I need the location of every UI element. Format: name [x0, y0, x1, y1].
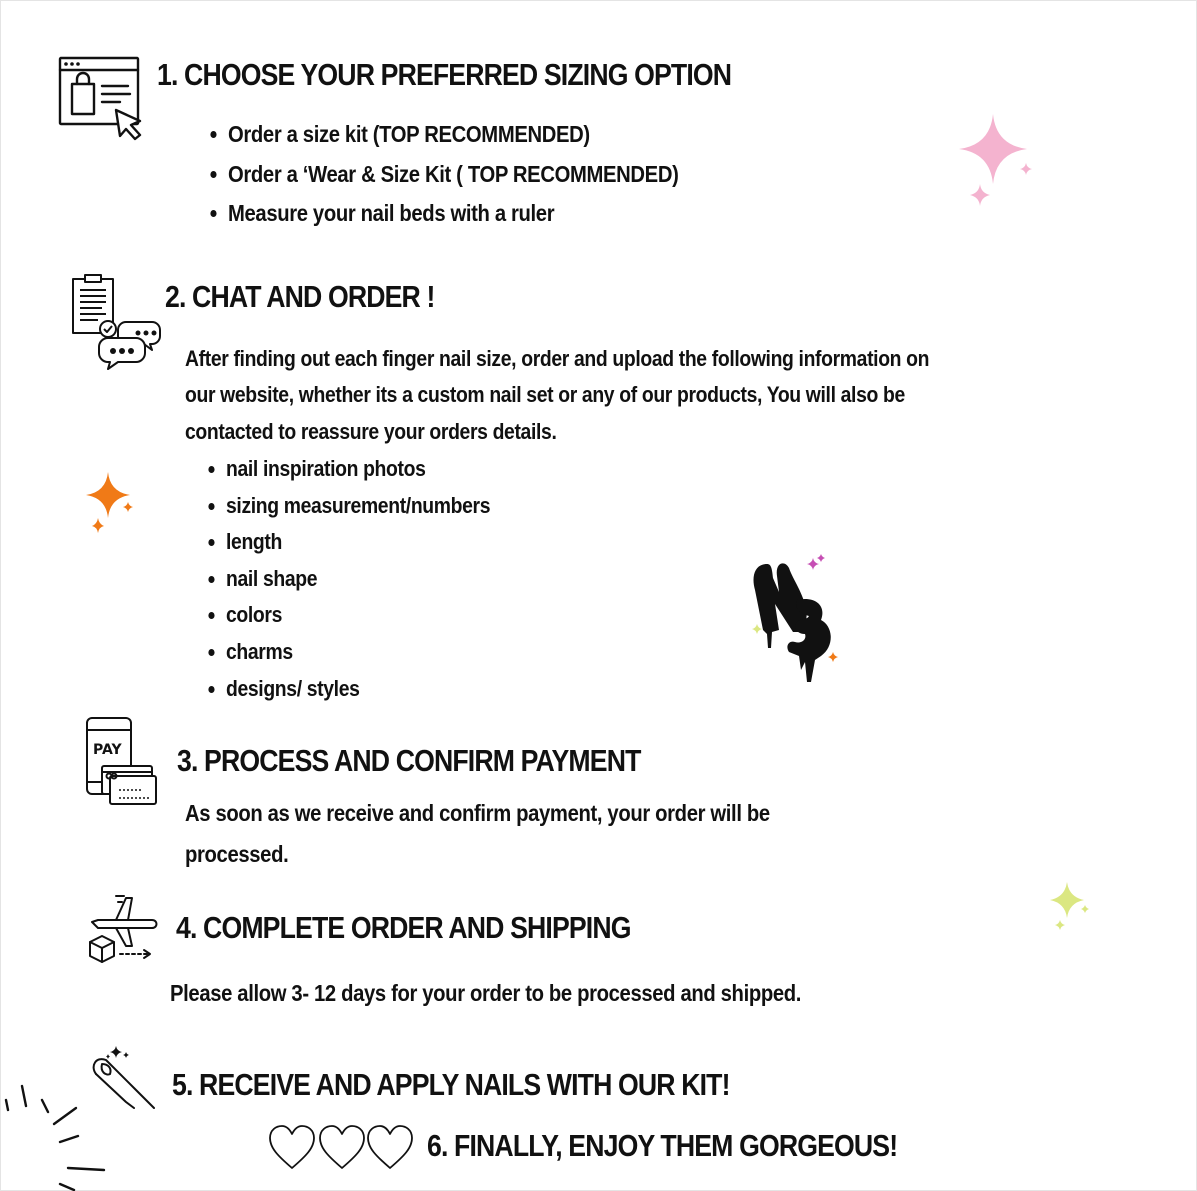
pink-sparkle-icon — [955, 112, 1035, 212]
step-2-bullet-list — [204, 451, 490, 707]
list-item: Measure your nail beds with a ruler — [206, 194, 678, 234]
list-item: colors — [204, 597, 490, 634]
airplane-package-icon — [86, 890, 160, 968]
drip-logo-icon — [745, 552, 845, 692]
step-5-title: 5. RECEIVE AND APPLY NAILS WITH OUR KIT! — [172, 1067, 730, 1102]
paragraph-line: As soon as we receive and confirm payment, your order will be — [185, 800, 770, 826]
step-6-title: 6. FINALLY, ENJOY THEM GORGEOUS! — [427, 1128, 898, 1163]
paragraph-line: processed. — [185, 841, 289, 867]
list-item: length — [204, 524, 490, 561]
paragraph-line: After finding out each finger nail size, order and upload the following information on — [185, 346, 930, 371]
paragraph-line: our website, whether its a custom nail set or any of our products, You will also be — [185, 382, 905, 407]
step-2-title: 2. CHAT AND ORDER ! — [165, 279, 435, 314]
green-sparkle-icon — [1045, 880, 1095, 936]
list-item: nail inspiration photos — [204, 451, 490, 488]
step-1-title: 1. CHOOSE YOUR PREFERRED SIZING OPTION — [157, 57, 732, 92]
list-item: sizing measurement/numbers — [204, 488, 490, 525]
paragraph-line: contacted to reassure your orders details. — [185, 419, 557, 444]
step-1-bullet-list — [206, 115, 678, 234]
list-item: Order a ‘Wear & Size Kit ( TOP RECOMMENDED) — [206, 155, 678, 195]
phone-pay-icon — [84, 716, 160, 810]
pay-icon-label: PAY — [93, 742, 122, 758]
list-item: nail shape — [204, 561, 490, 598]
orange-sparkle-icon — [80, 470, 140, 540]
online-shop-icon — [58, 56, 150, 144]
step-4-description: Please allow 3- 12 days for your order to be processed and shipped. — [170, 980, 802, 1006]
checklist-chat-icon — [68, 274, 166, 378]
list-item: charms — [204, 634, 490, 671]
step-4-title: 4. COMPLETE ORDER AND SHIPPING — [176, 910, 631, 945]
step-3-title: 3. PROCESS AND CONFIRM PAYMENT — [177, 743, 641, 778]
sun-rays-icon — [0, 1080, 110, 1191]
list-item: Order a size kit (TOP RECOMMENDED) — [206, 115, 678, 155]
hearts-icon — [268, 1124, 416, 1172]
list-item: designs/ styles — [204, 671, 490, 708]
